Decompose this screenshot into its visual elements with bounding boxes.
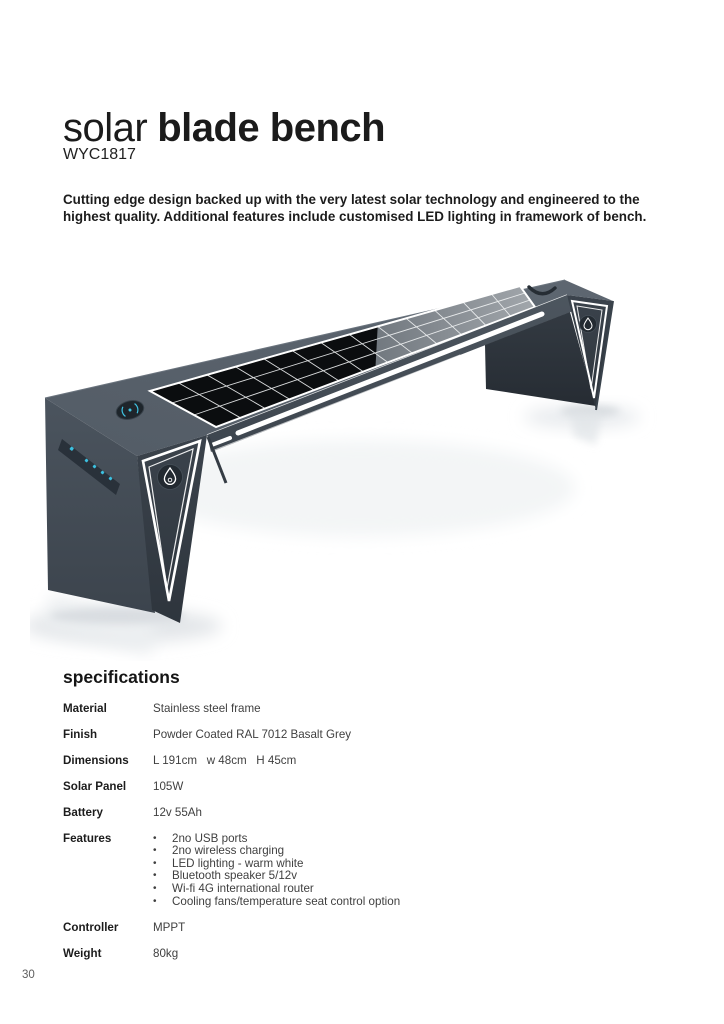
bullet-icon: •	[153, 895, 157, 907]
page-title-light: solar	[63, 105, 148, 150]
spec-row	[63, 703, 623, 715]
feature-item	[153, 896, 400, 908]
spec-row	[63, 755, 623, 767]
spec-label: Finish	[63, 727, 98, 741]
bullet-icon: •	[153, 882, 157, 894]
specifications-heading: specifications	[63, 667, 180, 687]
bullet-icon: •	[153, 870, 157, 882]
page-number: 30	[22, 969, 35, 981]
feature-text: 2no USB ports	[172, 831, 248, 845]
spec-label: Material	[63, 702, 107, 715]
spec-label: Solar Panel	[63, 779, 127, 793]
spec-value: Powder Coated RAL 7012 Basalt Grey	[153, 727, 352, 741]
feature-item	[153, 845, 400, 857]
product-render	[30, 243, 690, 661]
spec-value: 12v 55Ah	[153, 805, 202, 819]
bullet-icon: •	[153, 832, 157, 844]
specifications-section	[63, 667, 623, 973]
spec-label: Weight	[63, 946, 102, 960]
bullet-icon: •	[153, 845, 157, 857]
feature-text: Bluetooth speaker 5/12v	[172, 869, 298, 883]
spec-row	[63, 729, 623, 741]
solar-bench-render	[30, 243, 690, 661]
spec-label: Features	[63, 831, 112, 845]
feature-list	[153, 833, 400, 909]
feature-item	[153, 833, 400, 845]
spec-row	[63, 833, 623, 909]
feature-text: Wi-fi 4G international router	[172, 881, 314, 895]
spec-row	[63, 807, 623, 819]
spec-row	[63, 922, 623, 934]
page-title-bold: blade bench	[157, 105, 386, 150]
product-description: Cutting edge design backed up with the very latest solar technology and engineered to the highest quality. Additional features include customised LED lighting in framework of bench.	[63, 192, 647, 224]
model-number: WYC1817	[63, 146, 136, 163]
brand-badge-left	[158, 465, 183, 490]
spec-table	[63, 703, 623, 960]
brand-badge-right	[580, 316, 597, 333]
feature-item	[153, 870, 400, 882]
feature-item	[153, 883, 400, 895]
feature-item	[153, 858, 400, 870]
spec-value: 80kg	[153, 946, 179, 960]
bullet-icon: •	[153, 857, 157, 869]
spec-value: Stainless steel frame	[153, 702, 261, 715]
feature-text: 2no wireless charging	[172, 844, 285, 858]
page-title	[63, 107, 385, 149]
feature-text: LED lighting - warm white	[172, 856, 304, 870]
spec-label: Dimensions	[63, 753, 129, 767]
spec-value: L 191cm w 48cm H 45cm	[153, 753, 297, 767]
spec-row	[63, 781, 623, 793]
spec-label: Battery	[63, 805, 103, 819]
spec-label: Controller	[63, 920, 119, 934]
spec-value: MPPT	[153, 920, 186, 934]
spec-row	[63, 948, 623, 960]
feature-text: Cooling fans/temperature seat control option	[172, 894, 401, 908]
spec-value: 105W	[153, 779, 184, 793]
solar-panel	[150, 286, 535, 427]
